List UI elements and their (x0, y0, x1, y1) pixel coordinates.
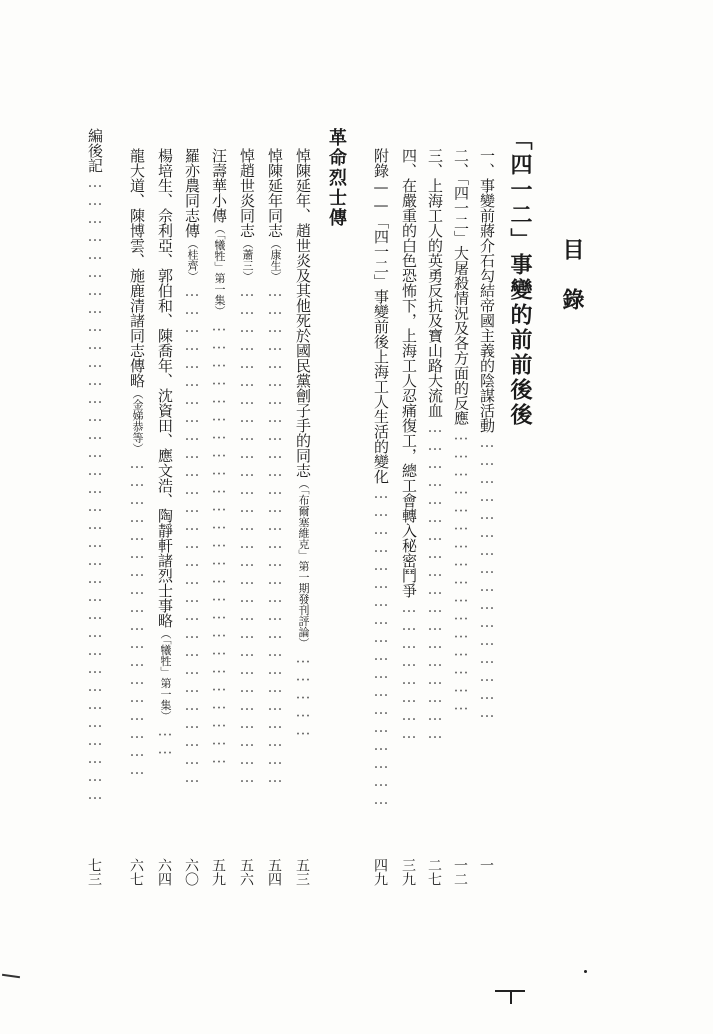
toc-entry-3 (426, 148, 444, 742)
page-number: 三九 (400, 858, 416, 886)
scan-mark (510, 990, 512, 1004)
page-number: 一二 (452, 858, 468, 886)
toc-entry-7 (238, 148, 256, 786)
page-number: 五九 (210, 858, 226, 886)
leader-dots: ………………………………………… (452, 425, 470, 714)
toc-entry-text: 羅亦農同志傳 (183, 148, 201, 238)
toc-entry-source: （康生） (269, 238, 282, 282)
page-number: 六四 (156, 858, 172, 886)
leader-dots: ……………………………………………… (372, 484, 390, 808)
toc-entry-text: 二、「四一二」大屠殺情況及各方面的反應 (452, 148, 470, 426)
toc-entry-source: （「布爾塞維克」第一期發刊評論） (297, 478, 310, 649)
page-number: 一 (478, 858, 494, 872)
toc-entry-2 (452, 148, 470, 714)
page-number: 五三 (294, 858, 310, 886)
toc-entry-source: （「犧牲」第一集） (159, 628, 172, 722)
toc-entry-text: 四、在嚴重的白色恐怖下，上海工人忍痛復工，總工會轉入秘密鬥爭 (400, 148, 418, 598)
section-heading-april-12: 「四一二」事變的前前後後 (507, 128, 533, 428)
toc-entry-text: 汪壽華小傳 (210, 148, 228, 223)
toc-entry-text: 楊培生、佘利亞、郭伯和、陳喬年、沈資田、應文浩、陶靜軒諸烈士事略 (156, 148, 174, 628)
leader-dots: ………………………………………… (478, 433, 496, 721)
toc-entry-appendix (372, 148, 390, 808)
section-heading-martyrs: 革命烈士傳 (326, 128, 347, 228)
page-number: 五四 (266, 858, 282, 886)
leader-dots: …………………………………………………………………………………………… (86, 173, 104, 803)
page-number: 六七 (128, 858, 144, 886)
toc-entry-11 (128, 148, 146, 778)
toc-entry-source: （桂齊） (186, 238, 199, 282)
toc-entry-text: 附錄——「四一二」事變前後上海工人生活的變化 (372, 148, 390, 484)
leader-dots: ………………………………………………………………………… (266, 282, 284, 786)
toc-entry-1 (478, 148, 496, 721)
toc-entry-text: 悼陳延年同志 (266, 148, 284, 238)
page-number: 四九 (372, 858, 388, 886)
toc-entry-text: 悼趙世炎同志 (238, 148, 256, 238)
toc-entry-source: （「犧牲」第一集） (213, 223, 226, 317)
toc-entry-text: 編後記 (86, 128, 104, 173)
toc-entry-8 (210, 148, 228, 767)
page-number: 六〇 (183, 858, 199, 886)
toc-entry-9 (183, 148, 201, 786)
toc-entry-text: 三、上海工人的英勇反抗及寶山路大流血 (426, 148, 444, 418)
toc-entry-text: 龍大道、陳博雲、施鹿清諸同志傳略 (128, 148, 146, 388)
toc-entry-10 (156, 148, 174, 758)
leader-dots: ……………………………………………… (426, 418, 444, 742)
page-title: 目 錄 (559, 238, 585, 313)
leader-dots: …………… (294, 648, 312, 739)
toc-entry-afterword (86, 128, 104, 803)
leader-dots: ………………………………………………………………… (210, 316, 228, 767)
page-number: 五六 (238, 858, 254, 886)
page-number: 二七 (426, 858, 442, 886)
toc-entry-source: （蕭三） (241, 238, 254, 282)
page-number: 七三 (86, 858, 102, 886)
toc-entry-text: 悼陳延年、趙世炎及其他死於國民黨劊子手的同志 (294, 148, 312, 478)
leader-dots: ………………………………………………………………………… (183, 282, 201, 786)
toc-entry-text: 一、事變前蔣介石勾結帝國主義的陰謀活動 (478, 148, 496, 433)
leader-dots: …… (156, 721, 174, 758)
toc-entry-6 (266, 148, 284, 786)
scan-mark (2, 974, 20, 978)
toc-entry-5 (294, 148, 312, 739)
leader-dots: …………………… (400, 598, 418, 742)
toc-entry-source: （金娣恭等） (131, 388, 144, 454)
leader-dots: ……………………………………………… (128, 454, 146, 778)
leader-dots: ………………………………………………………………………… (238, 282, 256, 786)
scan-mark (584, 970, 587, 973)
toc-entry-4 (400, 148, 418, 742)
